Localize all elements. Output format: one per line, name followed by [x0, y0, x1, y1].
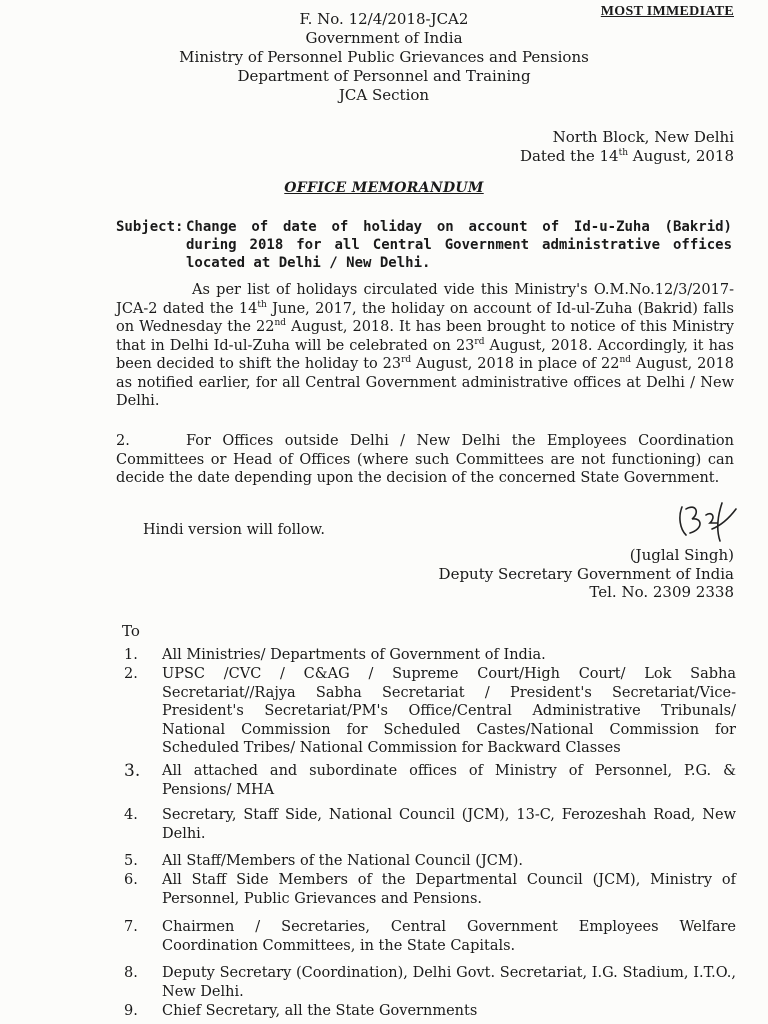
subject-label: Subject:	[116, 219, 184, 235]
department-name: Department of Personnel and Training	[237, 67, 531, 85]
govt-name: Government of India	[305, 29, 463, 47]
signatory-designation: Deputy Secretary Government of India	[438, 564, 734, 583]
ministry-name: Ministry of Personnel Public Grievances and Pensions	[179, 48, 589, 66]
signatory-name: (Juglal Singh)	[629, 546, 734, 564]
hindi-note: Hindi version will follow.	[143, 522, 325, 538]
section-name: JCA Section	[338, 86, 430, 104]
memo-page: MOST IMMEDIATE F. No. 12/4/2018-JCA2 Government of India Ministry of Personnel Public Grievances and Pensions Department of Personnel and Training JCA Section North Block, New Delhi Dated the 14th August, 2018 OFFICE MEMORANDUM Subject: Change of date of holiday on account of Id-u-Zuha (Bakrid) during 2018 for all Central Government administrative offices located at Delhi / New Delhi. As per list of holidays circulated vide this Ministry's O.M.No.12/3/2017-JCA-2 dated the 14th June, 2017, the holiday on account of Id-ul-Zuha (Bakrid) falls on Wednesday the 22nd August, 2018. It has been brought to notice of this Ministry that in Delhi Id-ul-Zuha will be celebrated on 23rd August, 2018. Accordingly, it has been decided to shift the holiday to 23rd August, 2018 in place of 22nd August, 2018 as notified earlier, for all Central Government administrative offices at Delhi / New Delhi. 2. For Offices outside Delhi / New Delhi the Employees Coordination Committees or Head of Offices (where such Committees are not functioning) can decide the date depending upon the decision of the concerned State Government. Hindi version will follow. (Juglal Singh) Deputy Secretary Government of India Tel. No. 2309 2338 To 1. All Ministries/ Departments of Government of India. 2. UPSC /CVC / C&AG / Supreme Court/High Court/ Lok Sabha Secretariat//Rajya Sabha Secretariat / President's Secretariat/Vice-President's Secretariat/PM's Office/Central Administrative Tribunals/ National Commission for Scheduled Castes/National Commission for Scheduled Tribes/ National Commission for Backward Classes 3. All attached and subordinate offices of Ministry of Personnel, P.G. & Pensions/ MHA 4. Secretary, Staff Side, National Council (JCM), 13-C, Ferozeshah Road, New Delhi. 5. All Staff/Members of the National Council (JCM). 6. All Staff Side Members of the Departmental Council (JCM), Ministry of Personnel, Public Grievances and Pensions. 7. Chairmen / Secretaries, Central Government Employees Welfare Coordination Committees, in the State Capitals. 8. Deputy Secretary (Coordination), Delhi Govt. Secretariat, I.G. Stadium, I.T.O., New Delhi. 9. Chief Secretary, all the State Governments	[0, 0, 768, 1024]
paragraph-2: 2. For Offices outside Delhi / New Delhi the Employees Coordination Committees or Head of Offices (where such Committees are not functioning) can decide the date depending upon the decision of the concerned State Government.	[116, 433, 734, 486]
priority-marking: MOST IMMEDIATE	[600, 4, 734, 19]
subject-text: Change of date of holiday on account of Id-u-Zuha (Bakrid) during 2018 for all Central Government administrative offices located at Delhi / New Delhi.	[186, 219, 732, 271]
location: North Block, New Delhi	[552, 128, 734, 146]
file-number: F. No. 12/4/2018-JCA2	[299, 10, 469, 28]
place-date-block	[520, 128, 734, 166]
date-line: Dated the 14th August, 2018	[519, 147, 734, 165]
memo-title: OFFICE MEMORANDUM	[284, 180, 484, 196]
paragraph-1: As per list of holidays circulated vide this Ministry's O.M.No.12/3/2017-JCA-2 dated the 14th June, 2017, the holiday on account of Id-ul-Zuha (Bakrid) falls on Wednesday the 22nd August, 2018. It has been brought to notice of this Ministry that in Delhi Id-ul-Zuha will be celebrated on 23rd August, 2018. Accordingly, it has been decided to shift the holiday to 23rd August, 2018 in place of 22nd August, 2018 as notified earlier, for all Central Government administrative offices at Delhi / New Delhi.	[116, 282, 735, 409]
letterhead	[0, 10, 768, 105]
to-label: To	[122, 622, 140, 640]
signatory-telephone: Tel. No. 2309 2338	[589, 583, 734, 601]
signature-block	[439, 510, 734, 602]
